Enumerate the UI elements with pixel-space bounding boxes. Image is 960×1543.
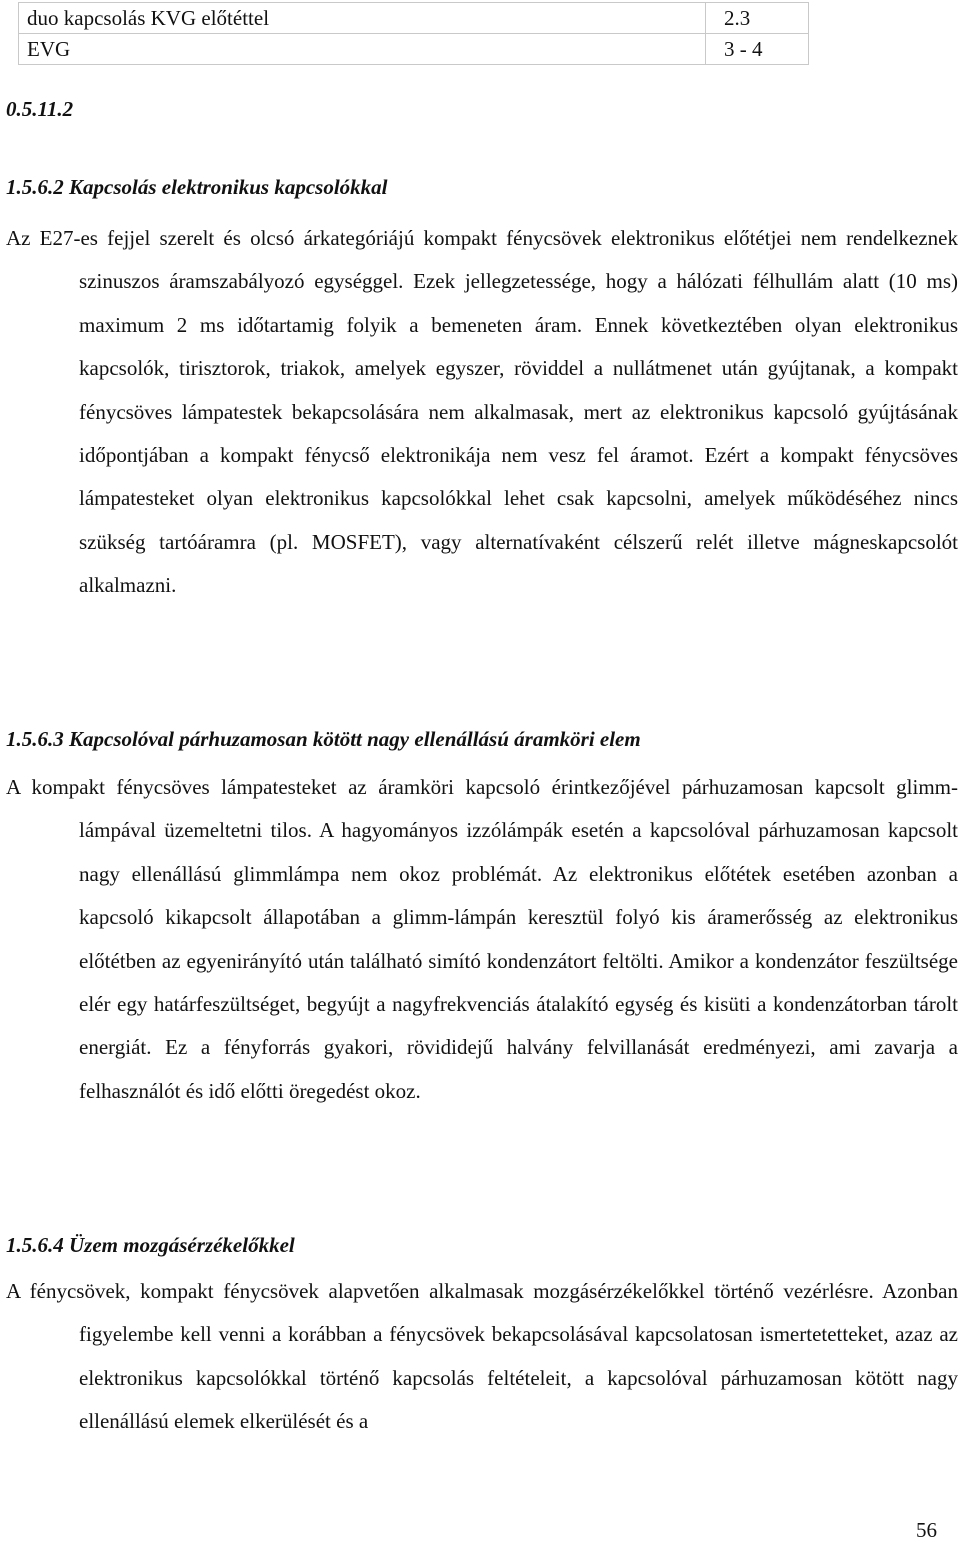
table-cell-label: EVG: [19, 34, 706, 65]
table-cell-value: 3 - 4: [706, 34, 809, 65]
section-title: Üzem mozgásérzékelőkkel: [69, 1233, 295, 1257]
section-title: Kapcsolás elektronikus kapcsolókkal: [69, 175, 388, 199]
section-heading: [6, 175, 388, 200]
section-number: 1.5.6.3: [6, 727, 64, 751]
table-cell-value: 2.3: [706, 3, 809, 34]
page-number: 56: [916, 1518, 937, 1542]
section-heading: [6, 1233, 295, 1258]
section-body: Az E27-es fejjel szerelt és olcsó árkategóriájú kompakt fénycsövek elektronikus előtétjei nem rendelkeznek szinuszos áramszabályozó egységgel. Ezek jellegzetessége, hogy a hálózati félhullám alatt (10 ms) maximum 2 ms időtartamig folyik a bemeneten áram. Ennek következtében olyan elektronikus kapcsolók, tirisztorok, triakok, amelyek egyszer, röviddel a nullátmenet után gyújtanak, a kompakt fénycsöves lámpatestek bekapcsolására nem alkalmasak, mert az elektronikus kapcsoló gyújtásának időpontjában a kompakt fénycső elektronikája nem vesz fel áramot. Ezért a kompakt fénycsöves lámpatesteket olyan elektronikus kapcsolókkal lehet csak kapcsolni, amelyek működéséhez nincs szükség tartóáramra (pl. MOSFET), vagy alternatívaként célszerű relét illetve mágneskapcsolót alkalmazni.: [6, 226, 958, 598]
lamp-type-table: [18, 2, 809, 65]
table-row: [19, 3, 809, 34]
section-heading: [6, 727, 641, 752]
section-number: 1.5.6.4: [6, 1233, 64, 1257]
footnote-value: 0.5.11.2: [6, 97, 74, 121]
section-title: Kapcsolóval párhuzamosan kötött nagy ellenállású áramköri elem: [69, 727, 641, 751]
table-row: [19, 34, 809, 65]
section-body: A fénycsövek, kompakt fénycsövek alapvetően alkalmasak mozgásérzékelőkkel történő vezérlésre. Azonban figyelembe kell venni a korábban a fénycsövek bekapcsolásával kapcsolatosan ismertetetteket, azaz az elektronikus kapcsolókkal történő kapcsolás feltételeit, a kapcsolóval párhuzamosan kötött nagy ellenállású elemek elkerülését és a: [6, 1279, 958, 1434]
section-number: 1.5.6.2: [6, 175, 64, 199]
table-cell-label: duo kapcsolás KVG előtéttel: [19, 3, 706, 34]
section-body: A kompakt fénycsöves lámpatesteket az áramköri kapcsoló érintkezőjével párhuzamosan kapcsolt glimm-lámpával üzemeltetni tilos. A hagyományos izzólámpák esetén a kapcsolóval párhuzamosan kapcsolt nagy ellenállású glimmlámpa nem okoz problémát. Az elektronikus előtétek esetében azonban a kapcsoló kikapcsolt állapotában a glimm-lámpán keresztül folyó kis áramerősség az elektronikus előtétben az egyenirányító után található simító kondenzátort feltölti. Amikor a kondenzátor feszültsége elér egy határfeszültséget, begyújt a nagyfrekvenciás átalakító egység és kisüti a kondenzátorban tárolt energiát. Ez a fényforrás gyakori, rövididejű halvány felvillanását eredményezi, ami zavarja a felhasználót és idő előtti öregedést okoz.: [6, 775, 958, 1103]
